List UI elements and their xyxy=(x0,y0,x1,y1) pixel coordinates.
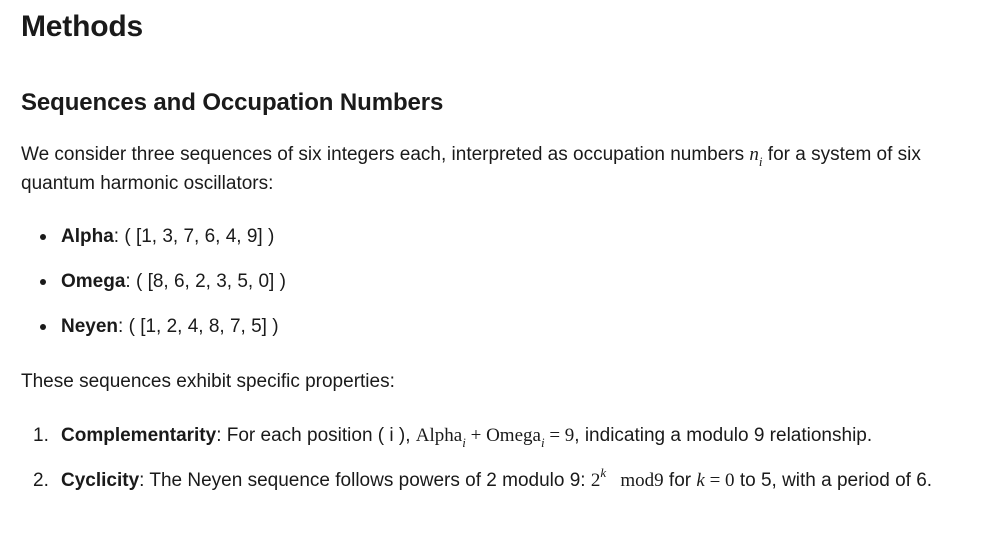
property-text: : The Neyen sequence follows powers of 2 modulo 9: xyxy=(139,470,591,491)
property-text-after: , indicating a modulo 9 relationship. xyxy=(574,425,873,446)
sequence-name: Omega xyxy=(61,271,126,292)
section-heading: Sequences and Occupation Numbers xyxy=(21,89,444,116)
sequence-value: : ( [1, 2, 4, 8, 7, 5] ) xyxy=(118,316,279,337)
page-title: Methods xyxy=(21,10,143,43)
power-math: 2$^k$ mod9 xyxy=(590,465,664,491)
list-item-neyen xyxy=(21,312,981,357)
property-name: Complementarity xyxy=(61,425,217,446)
property-text-after: to 5, with a period of 6. xyxy=(734,470,933,491)
for-text: for xyxy=(663,470,697,491)
list-item-cyclicity xyxy=(21,466,981,495)
list-item-alpha xyxy=(21,222,981,267)
list-number: 2. xyxy=(33,470,49,491)
bullet-icon xyxy=(40,324,46,330)
intro-paragraph xyxy=(21,140,981,198)
complementarity-math: Alpha$_i$ + Omega$_i$ = 9 xyxy=(415,425,575,450)
properties-list xyxy=(21,421,981,495)
list-item-omega xyxy=(21,267,981,312)
sequence-value: : ( [1, 3, 7, 6, 4, 9] ) xyxy=(113,226,275,247)
intro-text-before: We consider three sequences of six integers each, interpreted as occupation numbers xyxy=(21,144,750,165)
properties-intro: These sequences exhibit specific properties: xyxy=(21,371,395,392)
range-math: k = 0 xyxy=(696,470,735,491)
bullet-icon xyxy=(40,234,46,240)
sequence-name: Alpha xyxy=(61,226,114,247)
intro-text-after: for a system of six quantum harmonic oscillators: xyxy=(21,144,921,194)
occupation-number-math: $n_i$ xyxy=(749,144,763,169)
property-name: Cyclicity xyxy=(61,470,140,491)
list-number: 1. xyxy=(33,425,49,446)
property-text: : For each position ( i ), xyxy=(216,425,416,446)
sequence-value: : ( [8, 6, 2, 3, 5, 0] ) xyxy=(125,271,286,292)
sequence-list xyxy=(21,222,981,357)
sequence-name: Neyen xyxy=(61,316,119,337)
list-item-complementarity xyxy=(21,421,981,466)
bullet-icon xyxy=(40,279,46,285)
